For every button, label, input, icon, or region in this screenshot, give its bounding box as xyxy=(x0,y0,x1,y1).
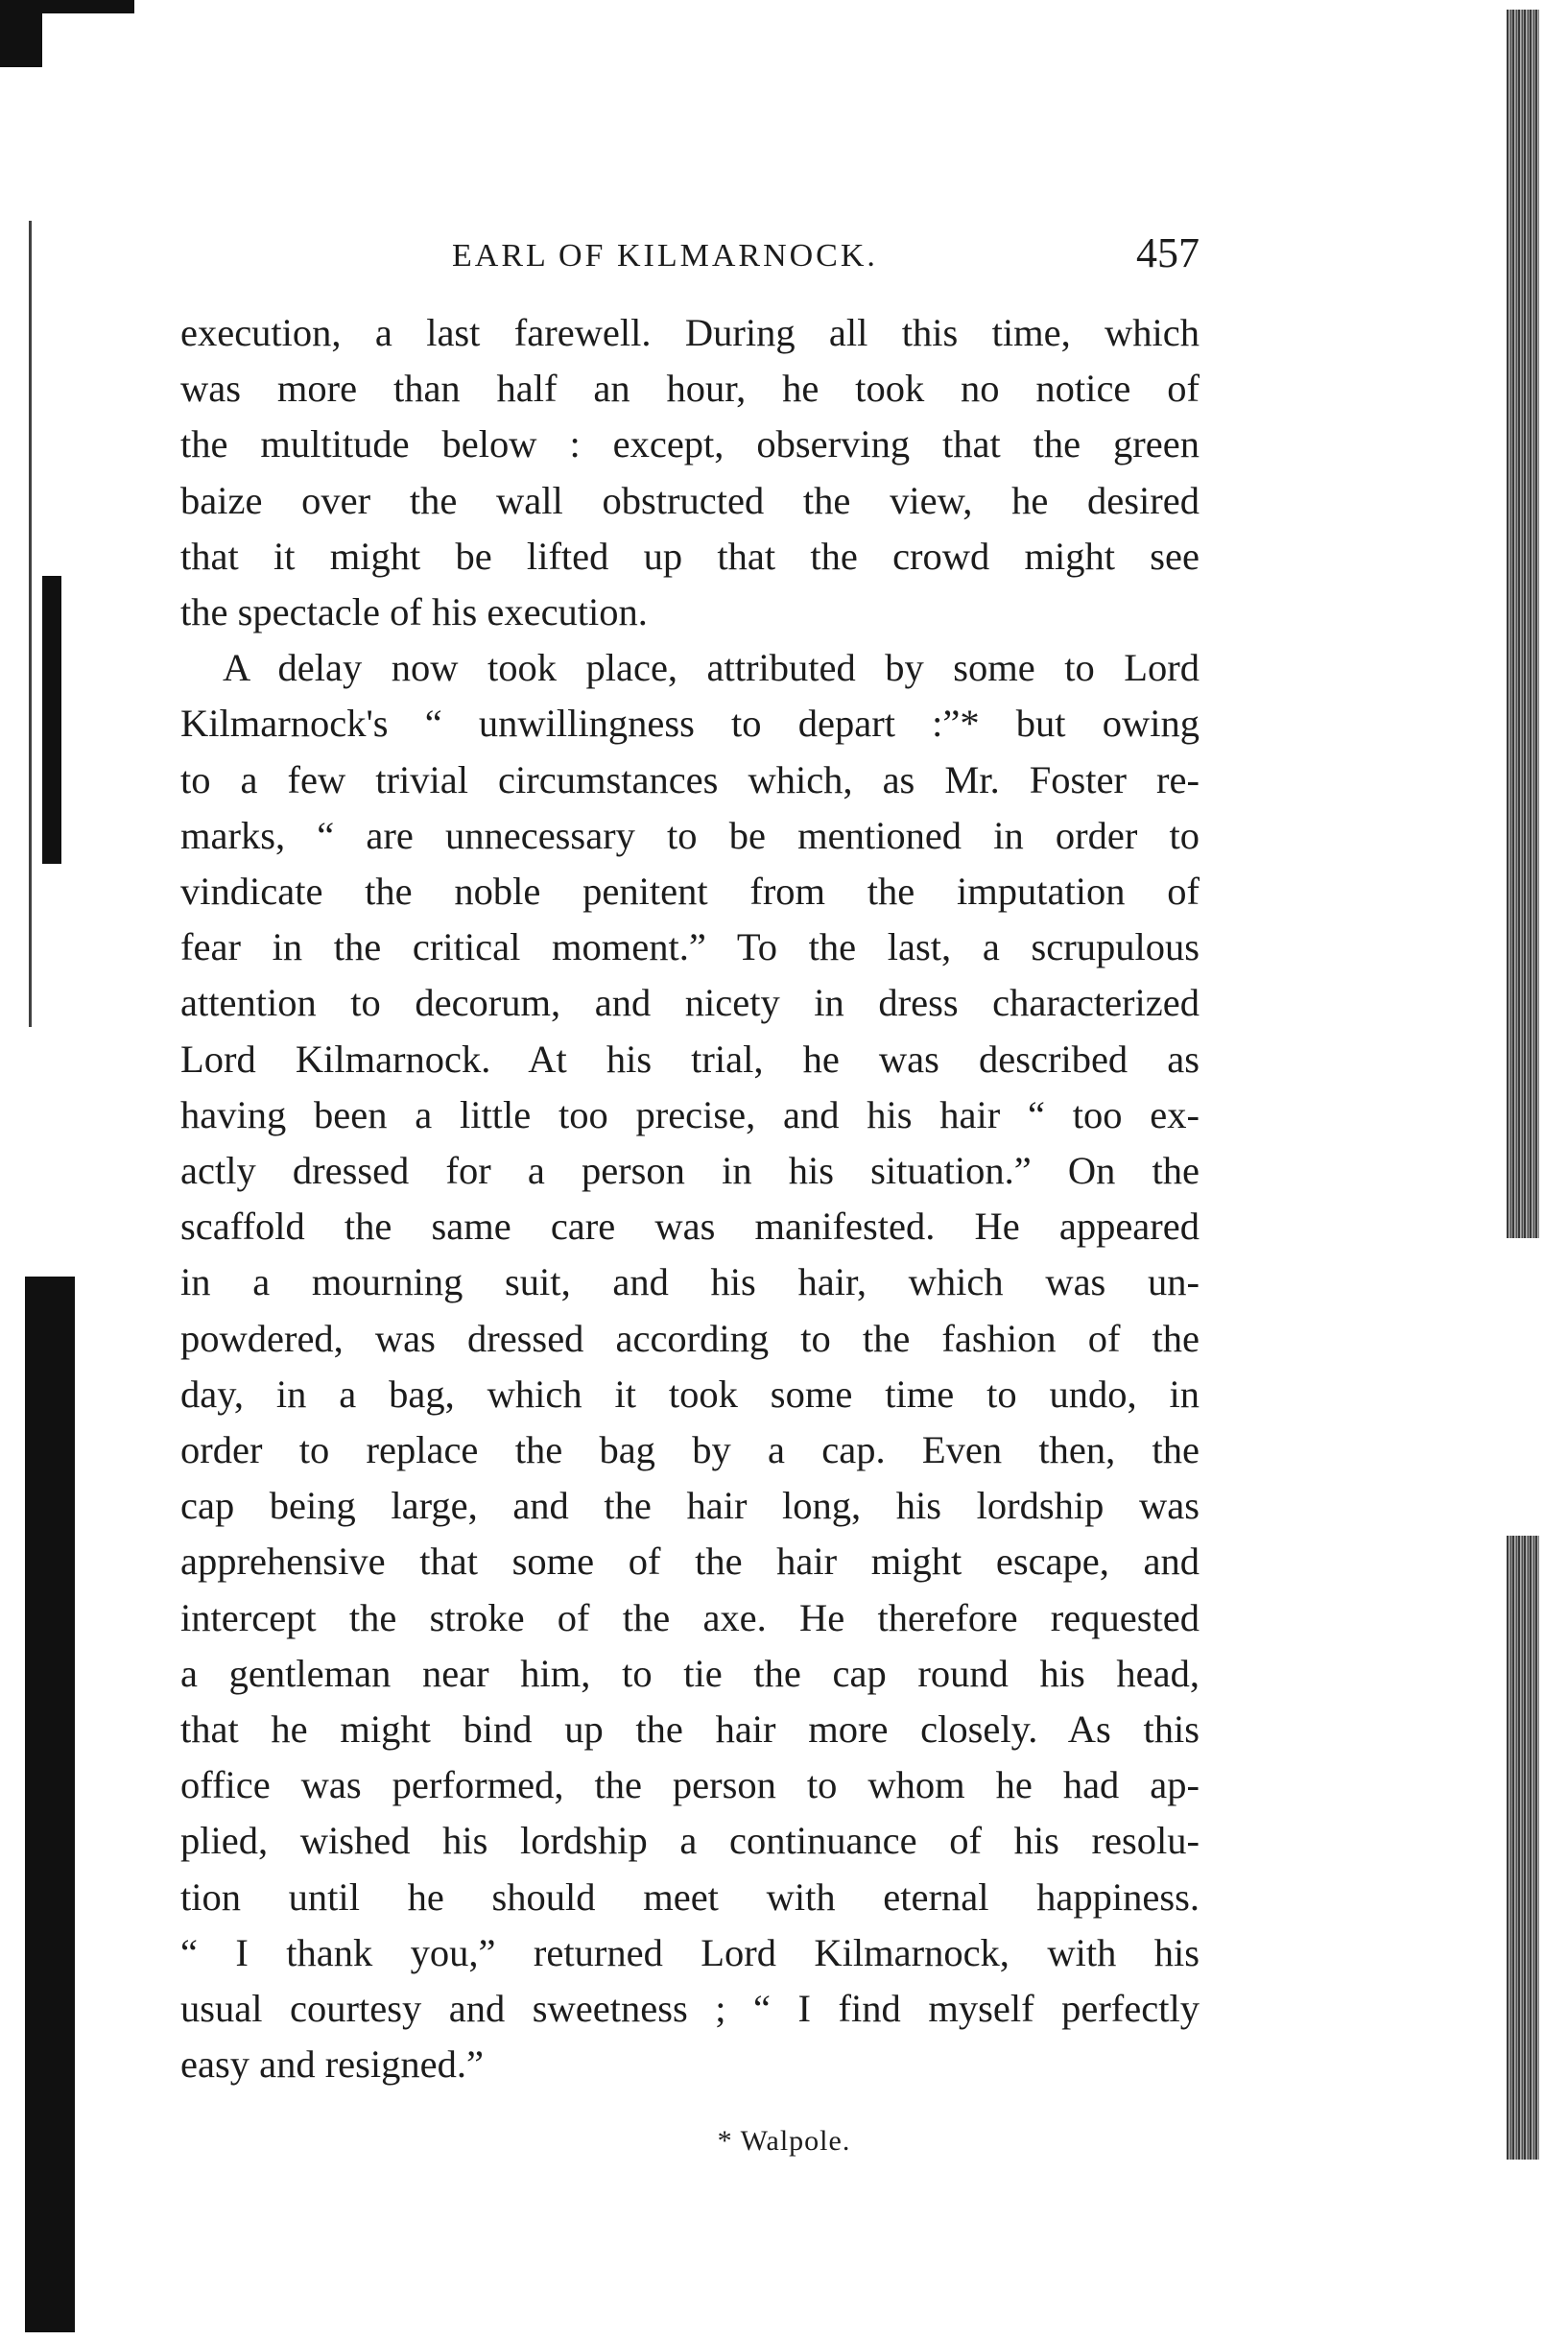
text-line: vindicate the noble penitent from the imputation of xyxy=(180,870,1200,914)
text-line: that he might bind up the hair more closely. As this xyxy=(180,1707,1200,1752)
footnote: * Walpole. xyxy=(717,2125,851,2157)
text-line: was more than half an hour, he took no notice of xyxy=(180,367,1200,411)
page-header xyxy=(180,228,1200,286)
text-line: powdered, was dressed according to the fashion of the xyxy=(180,1316,1200,1360)
paragraph-1 xyxy=(180,305,1200,640)
scan-edge-strip-right-1 xyxy=(1507,10,1539,1238)
text-line: that it might be lifted up that the crowd might see xyxy=(180,534,1200,578)
running-head: EARL OF KILMARNOCK. xyxy=(452,238,878,274)
text-line: Lord Kilmarnock. At his trial, he was described as xyxy=(180,1037,1200,1081)
scan-edge-blot-left-1 xyxy=(42,576,61,864)
text-line: easy and resigned.” xyxy=(180,2042,484,2087)
text-line: to a few trivial circumstances which, as Mr. Foster re- xyxy=(180,757,1200,801)
text-line: the spectacle of his execution. xyxy=(180,590,648,634)
text-line: office was performed, the person to whom he had ap- xyxy=(180,1763,1200,1807)
text-line: A delay now took place, attributed by some to Lord xyxy=(223,646,1200,690)
text-line: attention to decorum, and nicety in dress characterized xyxy=(180,981,1200,1025)
text-line: order to replace the bag by a cap. Even then, the xyxy=(180,1428,1200,1472)
text-line: fear in the critical moment.” To the last, a scrupulous xyxy=(180,925,1200,969)
text-line: having been a little too precise, and his hair “ too ex- xyxy=(180,1092,1200,1136)
text-line: tion until he should meet with eternal happiness. xyxy=(180,1874,1200,1919)
scan-edge-line-left xyxy=(29,221,32,1027)
text-line: execution, a last farewell. During all this time, which xyxy=(180,311,1200,354)
text-line: Kilmarnock's “ unwillingness to depart :”* but owing xyxy=(180,702,1200,746)
paragraph-2 xyxy=(180,640,1200,2092)
scan-edge-mark-top-hook xyxy=(0,0,42,67)
text-line: the multitude below : except, observing that the green xyxy=(180,422,1200,466)
text-line: plied, wished his lordship a continuance of his resolu- xyxy=(180,1819,1200,1863)
text-line: day, in a bag, which it took some time to undo, in xyxy=(180,1372,1200,1416)
text-line: usual courtesy and sweetness ; “ I find myself perfectly xyxy=(180,1987,1200,2031)
text-line: marks, “ are unnecessary to be mentioned in order to xyxy=(180,813,1200,857)
scan-edge-blot-left-2 xyxy=(25,1277,75,2332)
text-line: “ I thank you,” returned Lord Kilmarnock, with his xyxy=(180,1930,1200,1974)
text-line: scaffold the same care was manifested. He appeared xyxy=(180,1205,1200,1249)
text-line: in a mourning suit, and his hair, which was un- xyxy=(180,1260,1200,1304)
body-text xyxy=(180,305,1200,2093)
text-line: intercept the stroke of the axe. He therefore requested xyxy=(180,1595,1200,1639)
text-line: a gentleman near him, to tie the cap round his head, xyxy=(180,1651,1200,1695)
page-number: 457 xyxy=(1136,229,1200,276)
scan-edge-strip-right-2 xyxy=(1507,1536,1539,2160)
text-line: baize over the wall obstructed the view, he desired xyxy=(180,478,1200,522)
text-line: apprehensive that some of the hair might escape, and xyxy=(180,1540,1200,1584)
text-line: actly dressed for a person in his situation.” On the xyxy=(180,1149,1200,1193)
text-line: cap being large, and the hair long, his lordship was xyxy=(180,1484,1200,1528)
